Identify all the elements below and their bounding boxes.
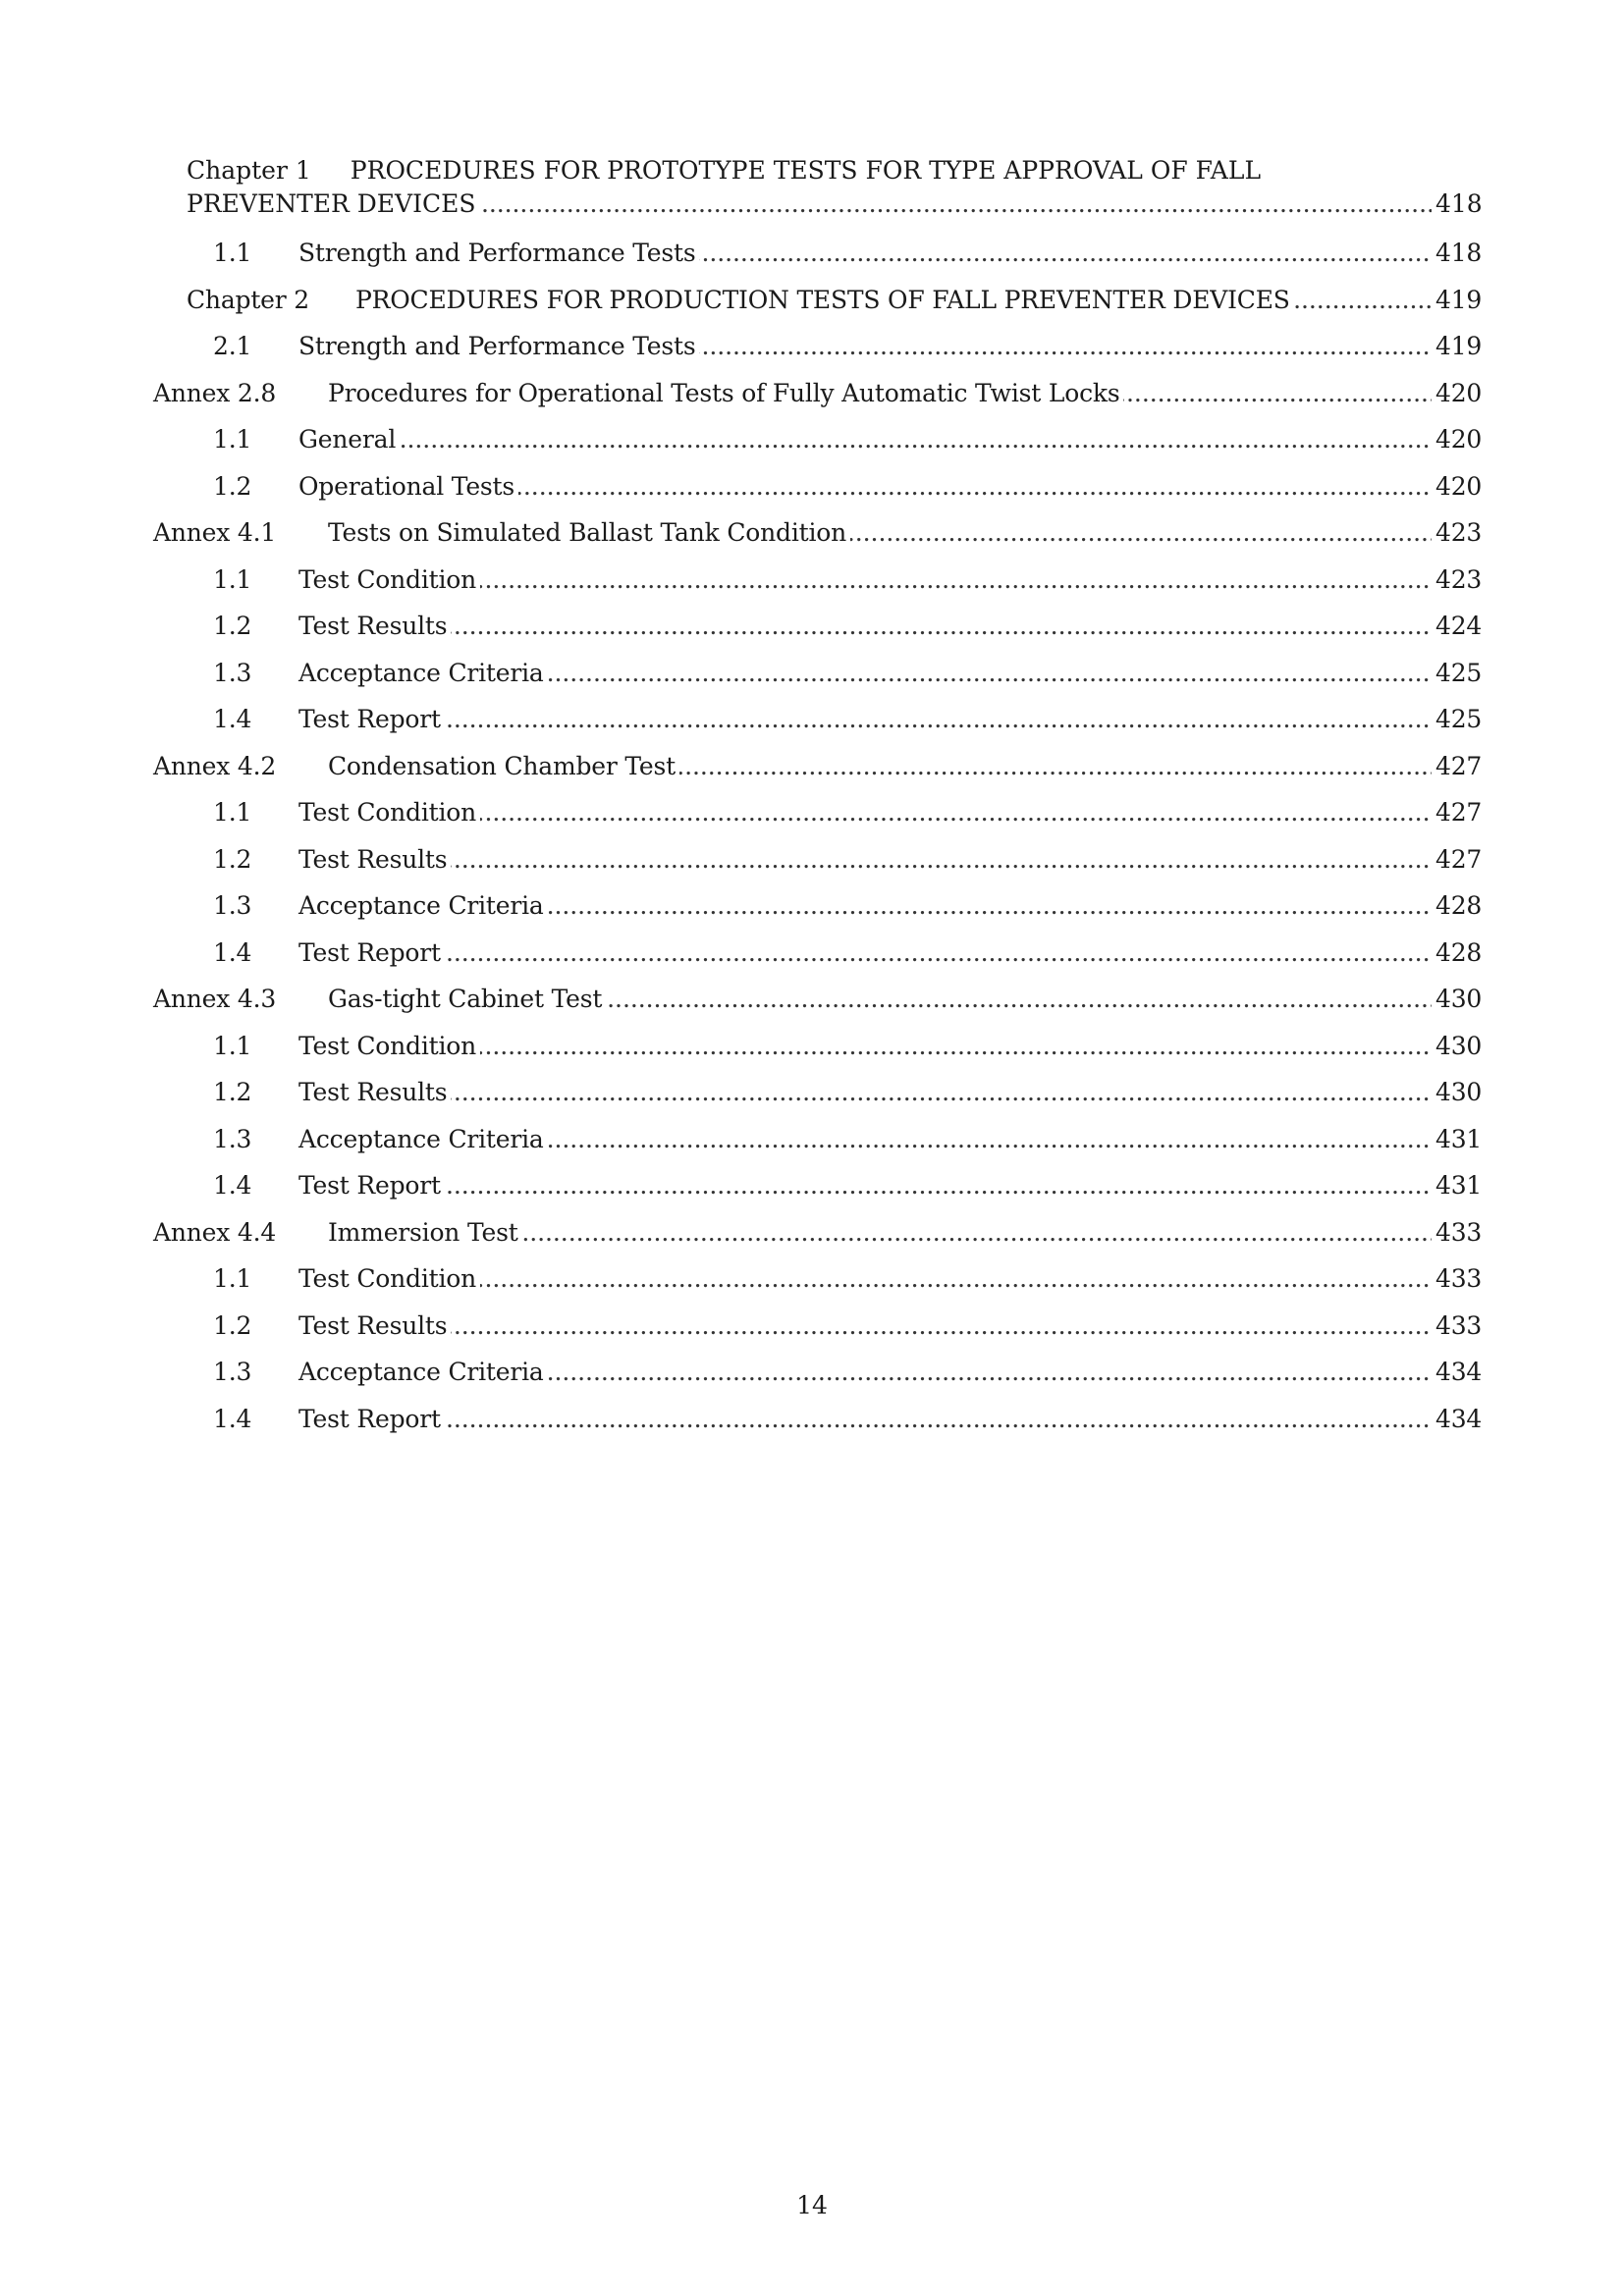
toc-entry-title: Procedures for Operational Tests of Fully Automatic Twist Locks bbox=[328, 370, 1123, 417]
table-of-contents bbox=[153, 151, 1481, 1442]
toc-entry-page: 423 bbox=[1435, 509, 1481, 557]
toc-entry-number: 1.1 bbox=[213, 425, 252, 454]
toc-subsection-entry[interactable] bbox=[153, 930, 1481, 977]
toc-entry-title: Acceptance Criteria bbox=[298, 1116, 548, 1163]
toc-entry-number: 1.1 bbox=[213, 239, 252, 267]
toc-entry-title: Test Results bbox=[298, 836, 451, 883]
toc-entry-title: General bbox=[298, 416, 400, 463]
toc-entry-page: 434 bbox=[1435, 1396, 1481, 1443]
toc-entry-page: 419 bbox=[1435, 323, 1481, 370]
toc-entry-title-continued: PREVENTER DEVICES bbox=[187, 189, 480, 218]
toc-entry-page: 433 bbox=[1435, 1303, 1481, 1350]
toc-subsection-entry[interactable] bbox=[153, 696, 1481, 743]
toc-subsection-entry[interactable] bbox=[153, 836, 1481, 883]
toc-subsection-entry[interactable] bbox=[153, 463, 1481, 510]
toc-entry-page: 433 bbox=[1435, 1255, 1481, 1303]
toc-entry-page: 427 bbox=[1435, 743, 1481, 790]
toc-entry-title: Test Condition bbox=[298, 1255, 480, 1303]
toc-entry-number: Annex 4.2 bbox=[153, 751, 277, 780]
toc-subsection-entry[interactable] bbox=[153, 1396, 1481, 1443]
dot-leader bbox=[298, 1162, 1432, 1209]
toc-entry-title: Condensation Chamber Test bbox=[328, 743, 679, 790]
dot-leader bbox=[298, 1396, 1432, 1443]
toc-entry-page: 425 bbox=[1435, 650, 1481, 697]
toc-entry-title: Test Condition bbox=[298, 557, 480, 604]
toc-entry-page: 418 bbox=[1435, 185, 1481, 224]
toc-section-entry[interactable] bbox=[153, 976, 1481, 1023]
toc-entry-number: 1.1 bbox=[213, 798, 252, 827]
toc-subsection-entry[interactable] bbox=[153, 1303, 1481, 1350]
toc-section-entry[interactable] bbox=[153, 509, 1481, 557]
toc-subsection-entry[interactable] bbox=[153, 1255, 1481, 1303]
toc-subsection-entry[interactable] bbox=[153, 557, 1481, 604]
toc-entry-number: Annex 4.4 bbox=[153, 1217, 277, 1247]
dot-leader bbox=[298, 836, 1432, 883]
toc-entry-number: Annex 4.3 bbox=[153, 985, 277, 1013]
toc-entry-title: Acceptance Criteria bbox=[298, 650, 548, 697]
toc-entry-title: Test Results bbox=[298, 1303, 451, 1350]
toc-entry-number: 1.1 bbox=[213, 1264, 252, 1293]
toc-entry-title: Tests on Simulated Ballast Tank Condition bbox=[328, 509, 850, 557]
toc-subsection-entry[interactable] bbox=[153, 882, 1481, 930]
toc-entry-title: PROCEDURES FOR PRODUCTION TESTS OF FALL PREVENTER DEVICES bbox=[355, 277, 1294, 324]
toc-entry-page: 420 bbox=[1435, 370, 1481, 417]
toc-chapter-continuation bbox=[187, 185, 1481, 224]
toc-subsection-entry[interactable] bbox=[153, 650, 1481, 697]
toc-entry-title: Test Report bbox=[298, 1396, 445, 1443]
toc-entry-number: 1.4 bbox=[213, 937, 252, 967]
toc-entry-title: Test Condition bbox=[298, 789, 480, 836]
toc-entry-number: Chapter 2 bbox=[187, 285, 309, 314]
toc-subsection-entry[interactable] bbox=[153, 1023, 1481, 1070]
toc-entry-title: Test Report bbox=[298, 696, 445, 743]
toc-entry-page: 420 bbox=[1435, 463, 1481, 510]
toc-entry-title: PROCEDURES FOR PROTOTYPE TESTS FOR TYPE APPROVAL OF FALL bbox=[350, 156, 1262, 185]
toc-entry-number: Chapter 1 bbox=[187, 156, 311, 185]
toc-subsection-entry[interactable] bbox=[153, 230, 1481, 277]
toc-entry-number: 1.2 bbox=[213, 1310, 252, 1340]
toc-entry-page: 433 bbox=[1435, 1209, 1481, 1256]
toc-entry-page: 431 bbox=[1435, 1162, 1481, 1209]
dot-leader bbox=[298, 696, 1432, 743]
toc-subsection-entry[interactable] bbox=[153, 1069, 1481, 1116]
toc-entry-number: Annex 2.8 bbox=[153, 378, 277, 407]
toc-entry-title: Acceptance Criteria bbox=[298, 1349, 548, 1396]
toc-subsection-entry[interactable] bbox=[153, 1349, 1481, 1396]
toc-entry-number: 1.4 bbox=[213, 1171, 252, 1200]
toc-entry-page: 420 bbox=[1435, 416, 1481, 463]
toc-entry-number: Annex 4.1 bbox=[153, 518, 277, 547]
toc-entry-page: 428 bbox=[1435, 930, 1481, 977]
dot-leader bbox=[298, 930, 1432, 977]
toc-entry-page: 419 bbox=[1435, 277, 1481, 324]
toc-entry-page: 428 bbox=[1435, 882, 1481, 930]
toc-entry-page: 427 bbox=[1435, 789, 1481, 836]
toc-subsection-entry[interactable] bbox=[153, 416, 1481, 463]
toc-entry-page: 431 bbox=[1435, 1116, 1481, 1163]
toc-entry-number: 1.3 bbox=[213, 1358, 252, 1386]
toc-entry-number: 1.3 bbox=[213, 1124, 252, 1153]
toc-entry-number: 1.3 bbox=[213, 891, 252, 920]
dot-leader bbox=[298, 416, 1432, 463]
toc-entry-page: 424 bbox=[1435, 603, 1481, 650]
toc-section-entry[interactable] bbox=[153, 277, 1481, 324]
toc-entry-title: Test Results bbox=[298, 603, 451, 650]
toc-chapter-entry[interactable] bbox=[153, 151, 1481, 230]
toc-section-entry[interactable] bbox=[153, 370, 1481, 417]
toc-entry-title: Acceptance Criteria bbox=[298, 882, 548, 930]
toc-entry-title: Test Report bbox=[298, 930, 445, 977]
toc-entry-page: 423 bbox=[1435, 557, 1481, 604]
toc-entry-title: Test Report bbox=[298, 1162, 445, 1209]
toc-subsection-entry[interactable] bbox=[153, 1162, 1481, 1209]
toc-entry-title: Strength and Performance Tests bbox=[298, 323, 699, 370]
toc-entry-page: 430 bbox=[1435, 976, 1481, 1023]
dot-leader bbox=[298, 603, 1432, 650]
toc-entry-page: 427 bbox=[1435, 836, 1481, 883]
toc-entry-title: Immersion Test bbox=[328, 1209, 522, 1256]
toc-entry-number: 1.4 bbox=[213, 705, 252, 733]
toc-subsection-entry[interactable] bbox=[153, 1116, 1481, 1163]
toc-entry-number: 2.1 bbox=[213, 332, 252, 360]
toc-subsection-entry[interactable] bbox=[153, 323, 1481, 370]
toc-entry-title: Operational Tests bbox=[298, 463, 518, 510]
toc-entry-page: 418 bbox=[1435, 230, 1481, 277]
toc-entry-title: Test Results bbox=[298, 1069, 451, 1116]
toc-section-entry[interactable] bbox=[153, 743, 1481, 790]
toc-entry-number: 1.4 bbox=[213, 1404, 252, 1433]
page-number: 14 bbox=[796, 2191, 828, 2219]
toc-entry-page: 430 bbox=[1435, 1023, 1481, 1070]
toc-entry-number: 1.2 bbox=[213, 471, 252, 501]
toc-entry-number: 1.3 bbox=[213, 658, 252, 687]
toc-entry-number: 1.2 bbox=[213, 1078, 252, 1106]
dot-leader bbox=[298, 1069, 1432, 1116]
toc-entry-page: 430 bbox=[1435, 1069, 1481, 1116]
toc-entry-number: 1.1 bbox=[213, 564, 252, 594]
toc-subsection-entry[interactable] bbox=[153, 603, 1481, 650]
toc-entry-title: Test Condition bbox=[298, 1023, 480, 1070]
toc-subsection-entry[interactable] bbox=[153, 789, 1481, 836]
toc-entry-page: 434 bbox=[1435, 1349, 1481, 1396]
toc-entry-page: 425 bbox=[1435, 696, 1481, 743]
toc-entry-number: 1.2 bbox=[213, 844, 252, 874]
toc-entry-number: 1.2 bbox=[213, 612, 252, 640]
toc-entry-title: Strength and Performance Tests bbox=[298, 230, 699, 277]
toc-entry-number: 1.1 bbox=[213, 1031, 252, 1060]
dot-leader bbox=[298, 1303, 1432, 1350]
toc-section-entry[interactable] bbox=[153, 1209, 1481, 1256]
toc-entry-title: Gas-tight Cabinet Test bbox=[328, 976, 606, 1023]
